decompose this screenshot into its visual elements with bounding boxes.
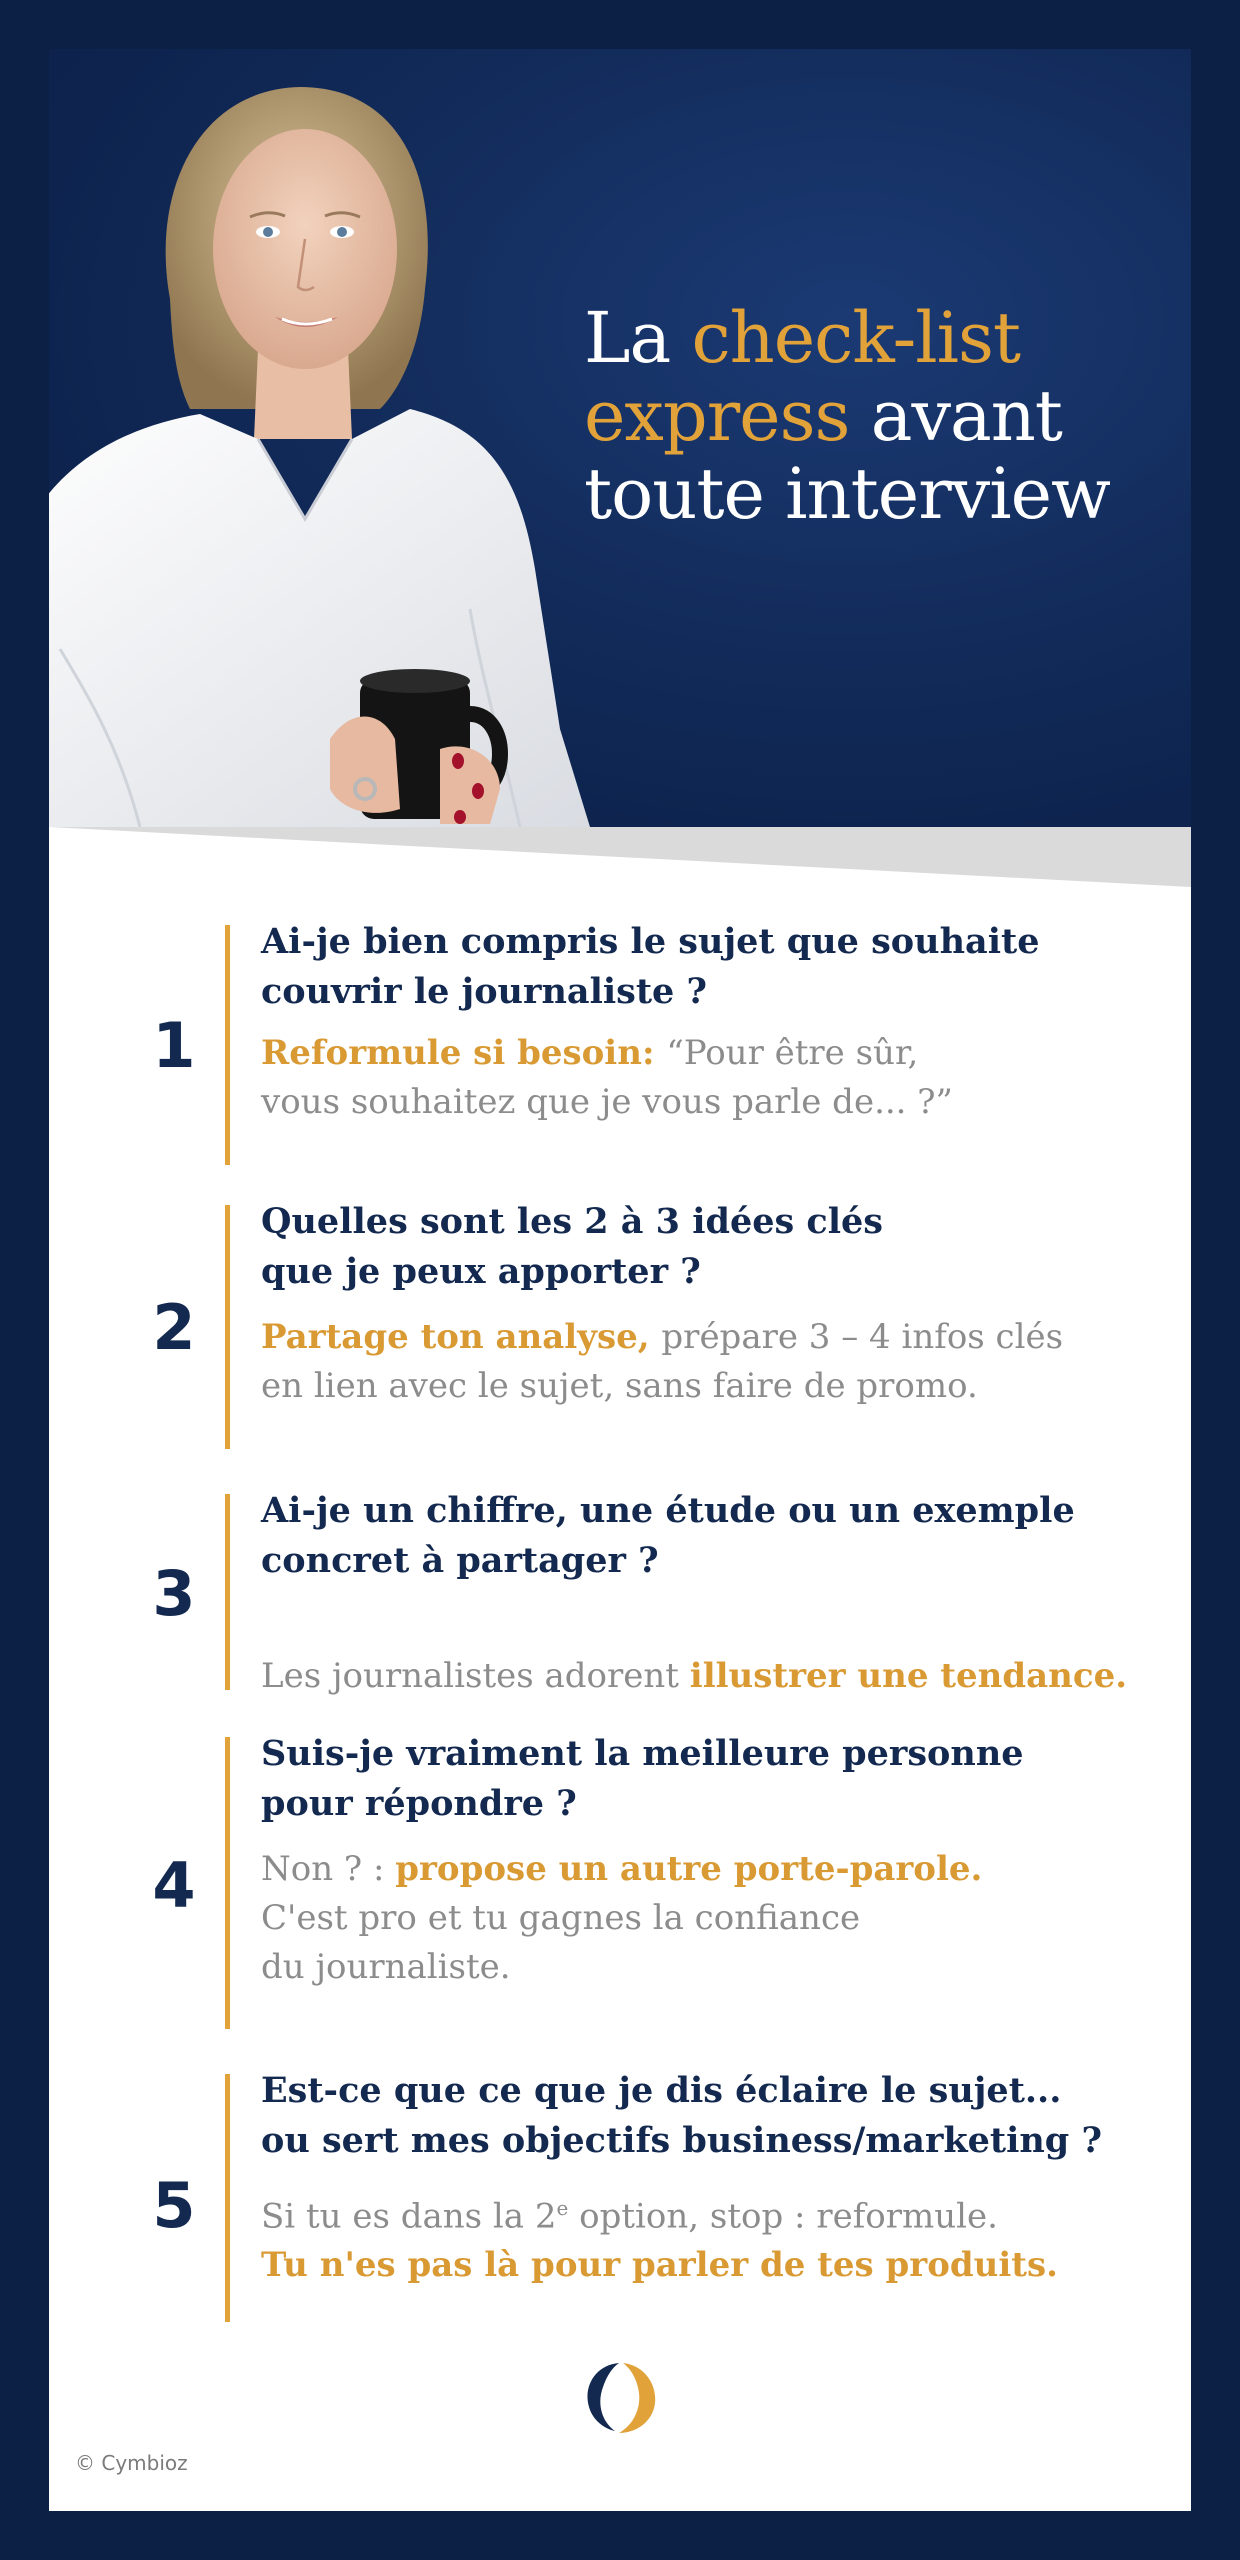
item-number: 5 xyxy=(152,2169,196,2242)
infographic-card xyxy=(49,49,1191,2511)
item-answer: Les journalistes adorent illustrer une tendance. xyxy=(261,1656,1128,1696)
divider-band xyxy=(49,827,1191,887)
item-answer: Partage ton analyse, prépare 3 – 4 infos clés en lien avec le sujet, sans faire de promo. xyxy=(261,1317,1064,1406)
accent-bar xyxy=(225,2074,230,2322)
item-question: Suis-je vraiment la meilleure personne pour répondre ? xyxy=(261,1733,1024,1824)
item-answer: Reformule si besoin: “Pour être sûr, vous souhaitez que je vous parle de... ?” xyxy=(261,1033,953,1122)
title-part-1: La xyxy=(584,297,692,379)
cymbioz-logo-icon xyxy=(581,2357,661,2437)
title-highlight-1: check-list xyxy=(691,297,1021,379)
item-question: Ai-je un chiffre, une étude ou un exemple concret à partager ? xyxy=(261,1490,1075,1581)
item-question: Ai-je bien compris le sujet que souhaite couvrir le journaliste ? xyxy=(261,921,1040,1012)
page-title xyxy=(584,299,1144,533)
accent-bar xyxy=(225,925,230,1165)
answer-highlight: Reformule si besoin: xyxy=(261,1033,667,1073)
answer-highlight: Tu n'es pas là pour parler de tes produits. xyxy=(261,2245,1058,2286)
item-number: 2 xyxy=(152,1291,196,1364)
answer-highlight: illustrer une tendance. xyxy=(689,1656,1128,1696)
item-number: 1 xyxy=(152,1009,196,1082)
accent-bar xyxy=(225,1205,230,1449)
answer-highlight: propose un autre porte-parole. xyxy=(395,1849,983,1889)
title-part-3: toute interview xyxy=(584,453,1110,535)
accent-bar xyxy=(225,1737,230,2029)
answer-highlight: Partage ton analyse, xyxy=(261,1317,662,1357)
item-question: Est-ce que ce que je dis éclaire le sujet... ou sert mes objectifs business/marketing ? xyxy=(261,2070,1102,2161)
title-highlight-2: express xyxy=(584,375,850,457)
item-question: Quelles sont les 2 à 3 idées clés que je peux apporter ? xyxy=(261,1201,883,1292)
item-number: 4 xyxy=(152,1849,196,1922)
copyright-text: © Cymbioz xyxy=(75,2451,188,2475)
item-answer: Non ? : propose un autre porte-parole. C'est pro et tu gagnes la confiance du journaliste. xyxy=(261,1849,983,1987)
title-part-2: avant xyxy=(849,375,1062,457)
hero-banner xyxy=(49,49,1191,827)
item-answer: Si tu es dans la 2e option, stop : reformule. Tu n'es pas là pour parler de tes produits. xyxy=(261,2196,1058,2286)
accent-bar xyxy=(225,1494,230,1690)
item-number: 3 xyxy=(152,1557,196,1630)
